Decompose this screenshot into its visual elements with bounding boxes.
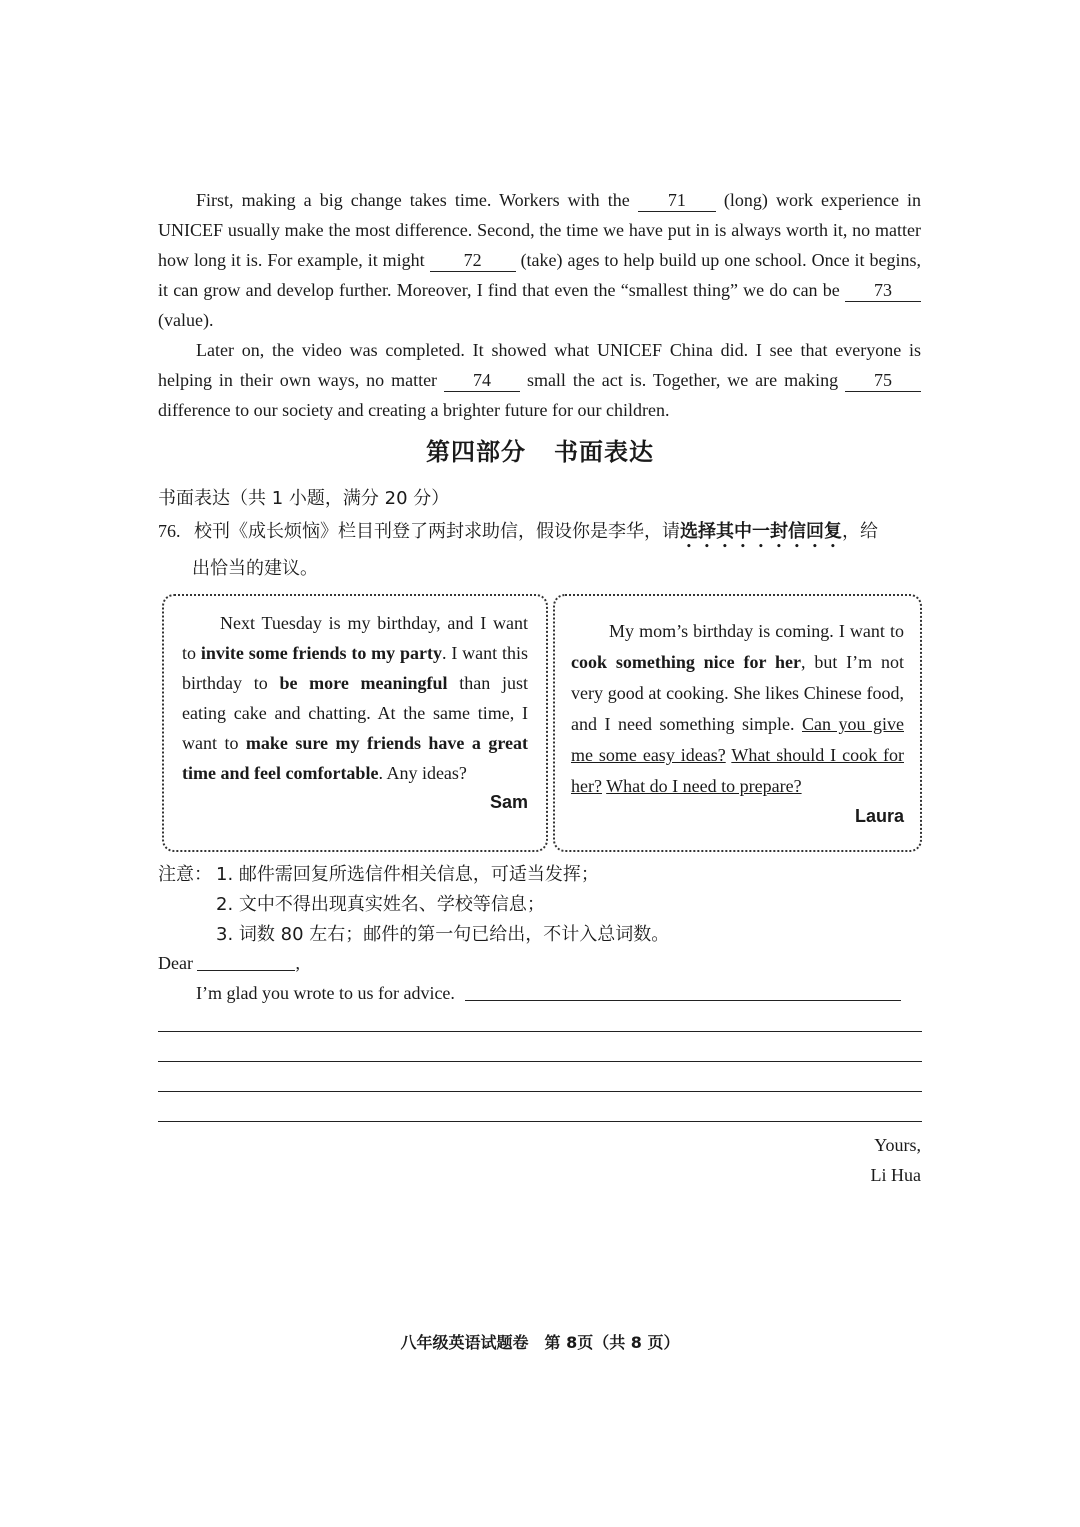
- question-76: 76. 校刊《成长烦恼》栏目刊登了两封求助信，假设你是李华，请选择其中一封信回复，给 出恰当的建议。: [158, 514, 922, 586]
- opening-sentence: I’m glad you wrote to us for advice.: [196, 982, 901, 1004]
- notes-lead: 注意：: [158, 864, 212, 885]
- writing-subheading: 书面表达（共 1 小题，满分 20 分）: [158, 488, 450, 509]
- letter-box-sam: [162, 594, 548, 852]
- salutation: Dear ,: [158, 953, 300, 973]
- question-number: 76.: [158, 521, 181, 541]
- writing-line-5[interactable]: [158, 1121, 922, 1122]
- notes: [158, 860, 669, 950]
- writing-line-4[interactable]: [158, 1091, 922, 1092]
- writing-line-2[interactable]: [158, 1031, 922, 1032]
- blank-73[interactable]: 73: [845, 279, 921, 302]
- note-2: 2. 文中不得出现真实姓名、学校等信息；: [216, 894, 545, 915]
- section-title: 第四部分 书面表达: [426, 438, 654, 466]
- signature-laura: Laura: [854, 806, 904, 826]
- page-footer: 八年级英语试题卷 第 8页（共 8 页）: [400, 1333, 680, 1352]
- closing-yours: Yours,: [874, 1135, 921, 1155]
- recipient-name-blank[interactable]: [197, 952, 295, 971]
- letter-text-sam: Next Tuesday is my birthday, and I want to invite some friends to my party. I want this birthday to be more meaningful than just eating cake and chatting. At the same time, I want to make sure my friends have a great time and feel comfortable. Any ideas?: [182, 613, 529, 783]
- letter-box-laura: [553, 594, 922, 852]
- reading-paragraph-2: Later on, the video was completed. It showed what UNICEF China did. I see that everyone is helping in their own ways, no matter 74 small the act is. Together, we are making 75 difference to our society and creating a brighter future for our children.: [158, 340, 921, 420]
- writing-line-3[interactable]: [158, 1061, 922, 1062]
- writing-line-1[interactable]: [465, 982, 901, 1001]
- note-1: 1. 邮件需回复所选信件相关信息，可适当发挥；: [216, 864, 599, 885]
- blank-74[interactable]: 74: [444, 369, 520, 392]
- blank-72[interactable]: 72: [430, 249, 516, 272]
- blank-75[interactable]: 75: [845, 369, 921, 392]
- reading-paragraph-1: First, making a big change takes time. Workers with the 71 (long) work experience in UNICEF usually make the most difference. Second, the time we have put in is always worth it, no matter how long it is. For example, it might 72 (take) ages to help build up one school. Once it begins, it can grow and develop further. Moreover, I find that even the “smallest thing” we do can be 73 (value).: [158, 190, 922, 330]
- closing: [820, 1130, 921, 1190]
- letter-text-laura: My mom’s birthday is coming. I want to cook something nice for her, but I’m not very good at cooking. She likes Chinese food, and I need something simple. Can you give me some easy ideas? What should I cook for her? What do I need to prepare?: [571, 621, 904, 796]
- emphasized-instruction: 选择其中一封信回复: [680, 521, 842, 542]
- note-3: 3. 词数 80 左右；邮件的第一句已给出，不计入总词数。: [216, 924, 670, 945]
- closing-name: Li Hua: [870, 1165, 921, 1185]
- blank-71[interactable]: 71: [638, 189, 716, 212]
- signature-sam: Sam: [489, 792, 528, 812]
